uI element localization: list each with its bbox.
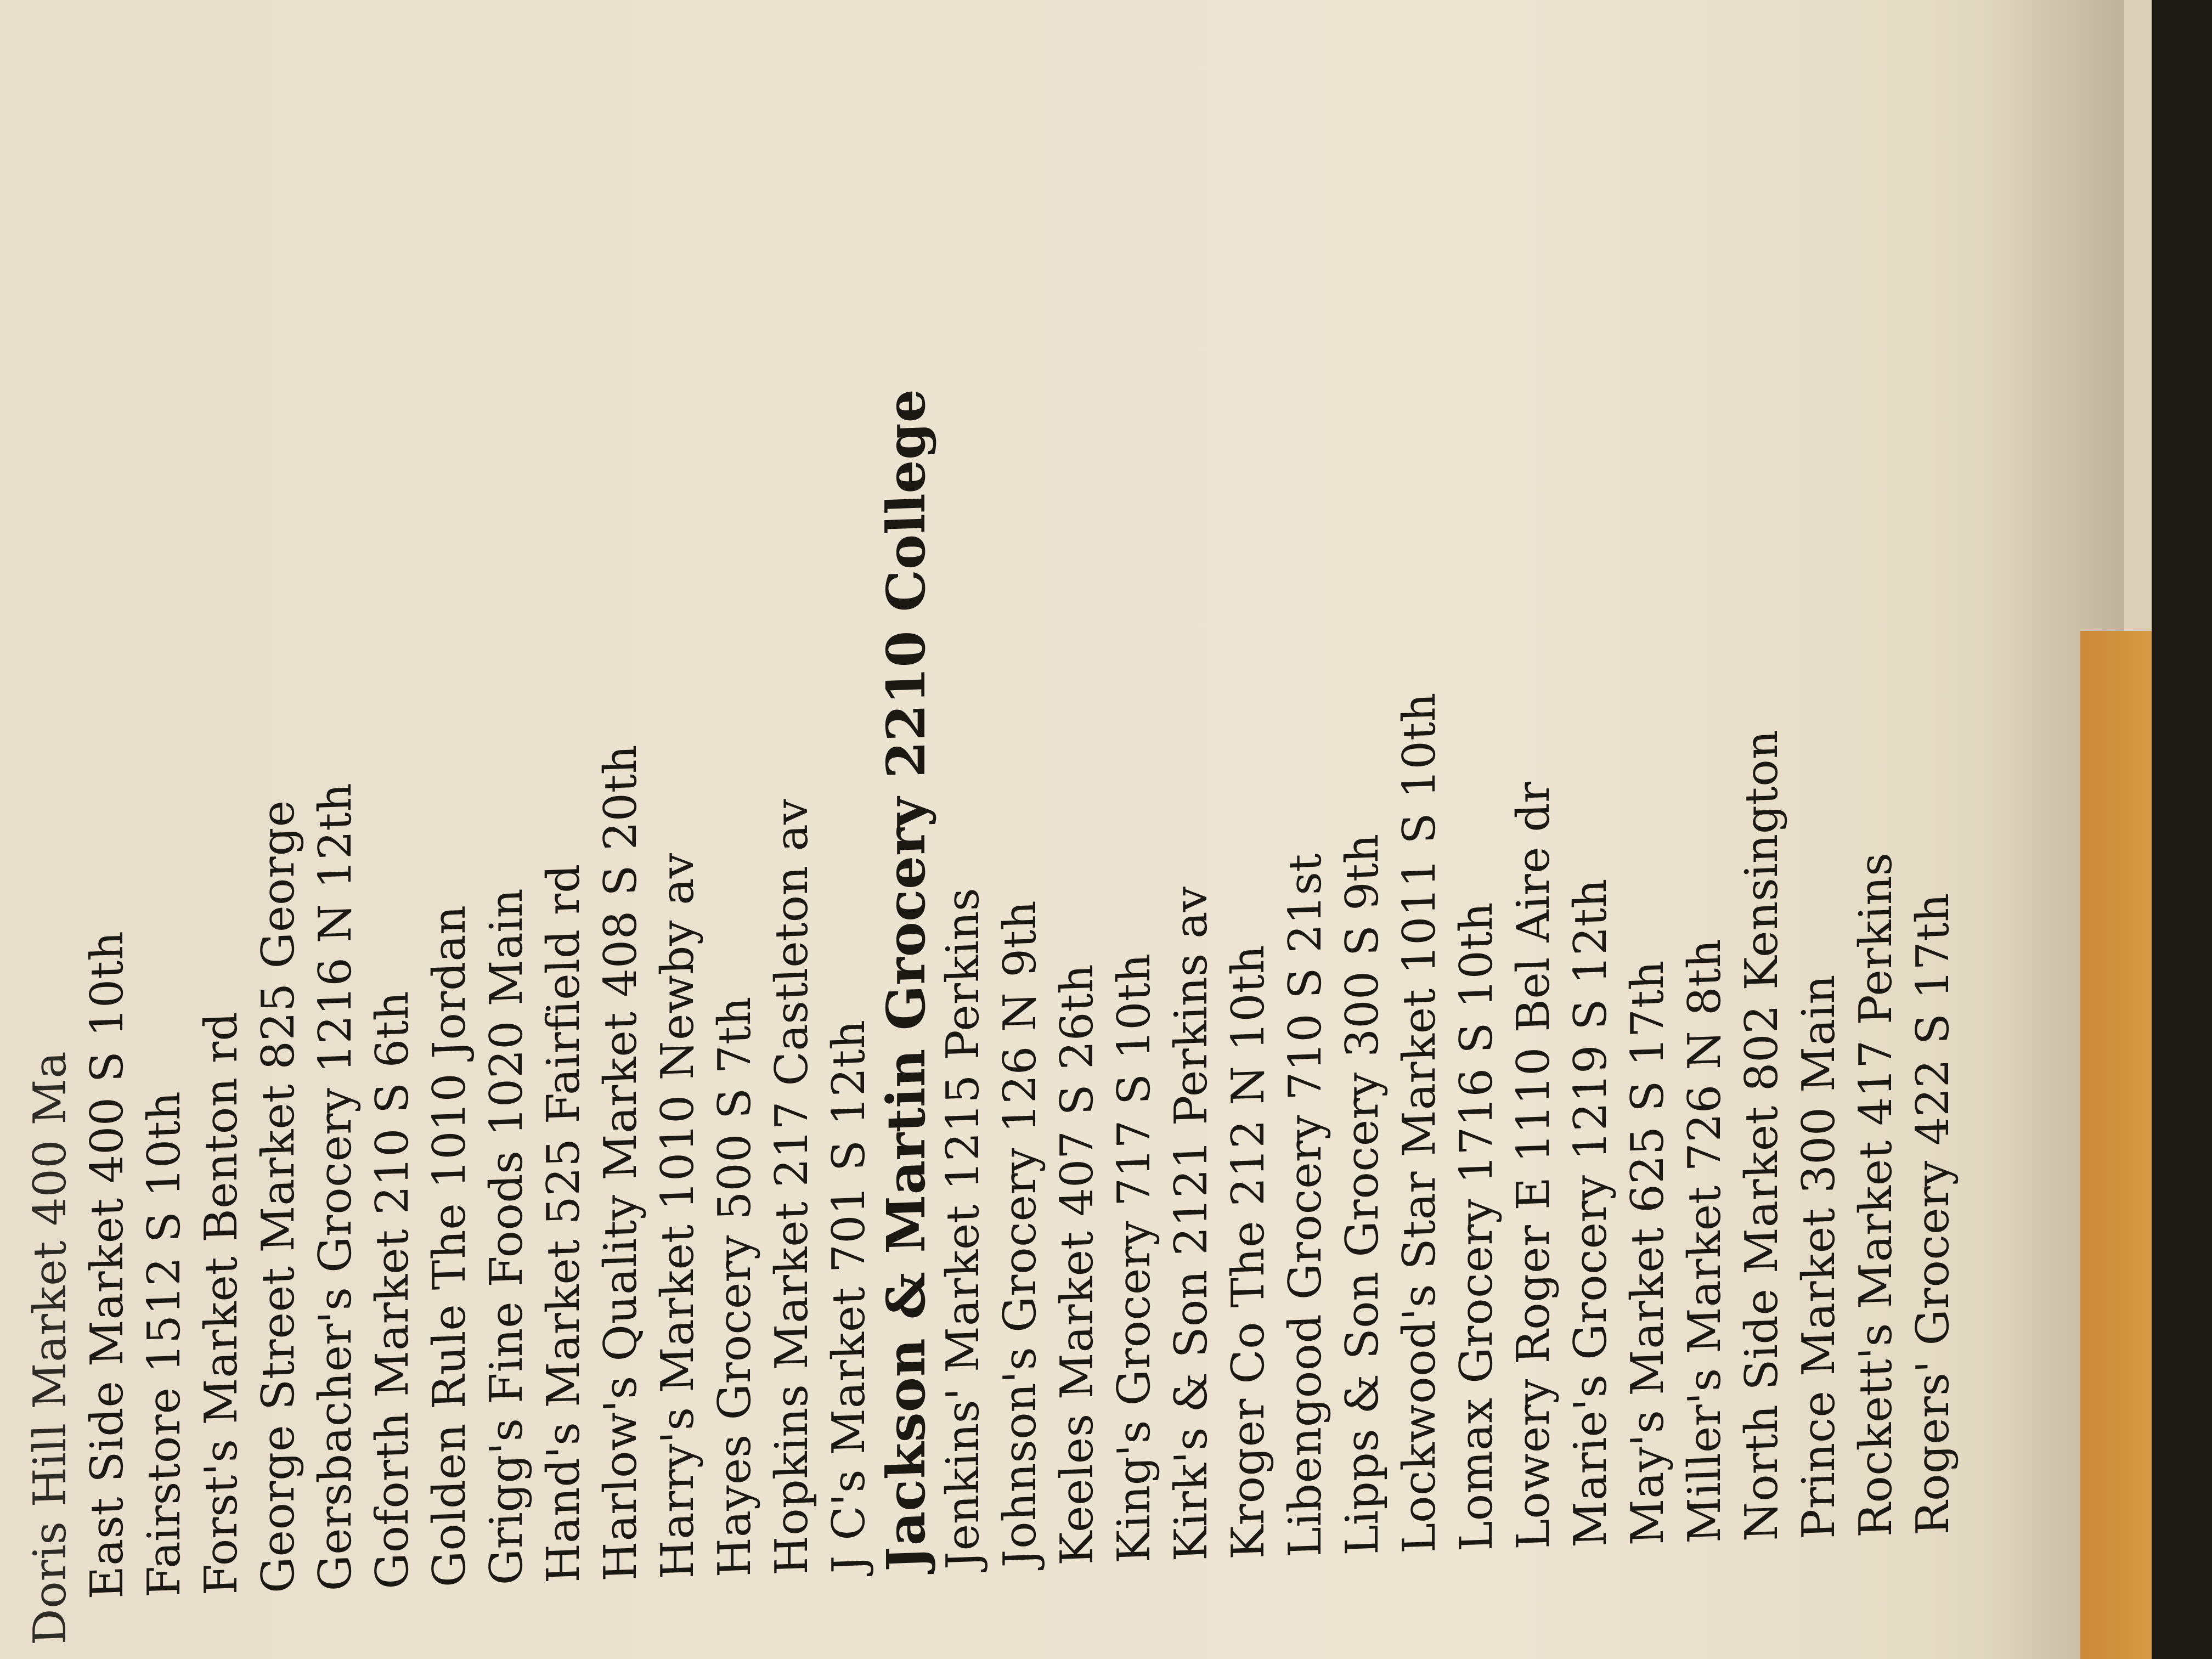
list-item: May's Market 625 S 17th: [1622, 960, 1674, 1547]
list-item: Fairstore 1512 S 10th: [138, 1090, 190, 1598]
list-item: Libengood Grocery 710 S 21st: [1279, 853, 1331, 1558]
list-item: Goforth Market 210 S 6th: [366, 990, 419, 1590]
grocery-listing: [22, 352, 1962, 1646]
list-item: Prince Market 300 Main: [1793, 974, 1845, 1541]
list-item: Miller's Market 726 N 8th: [1679, 938, 1731, 1544]
list-item: Hand's Market 525 Fairfield rd: [538, 863, 590, 1584]
list-item: Jenkins' Market 1215 Perkins: [937, 887, 989, 1570]
list-item: North Side Market 802 Kensington: [1736, 729, 1788, 1542]
list-item: Lomax Grocery 1716 S 10th: [1451, 901, 1503, 1553]
background-edge: [2152, 0, 2212, 1659]
list-item: Forst's Market Benton rd: [195, 1011, 247, 1596]
list-item: Kroger Co The 212 N 10th: [1222, 944, 1274, 1560]
list-item: King's Grocery 717 S 10th: [1108, 952, 1160, 1564]
list-item: Johnson's Grocery 126 N 9th: [994, 900, 1046, 1568]
list-item: Jackson & Martin Grocery 2210 College: [875, 388, 937, 1572]
list-item: Gersbacher's Grocery 1216 N 12th: [309, 782, 362, 1592]
list-item: Lockwood's Star Market 1011 S 10th: [1393, 692, 1446, 1554]
list-item: Hayes Grocery 500 S 7th: [709, 996, 761, 1578]
list-item: Marie's Grocery 1219 S 12th: [1565, 878, 1617, 1548]
list-item: Golden Rule The 1010 Jordan: [424, 904, 476, 1588]
list-item: Harlow's Quality Market 408 S 20th: [595, 744, 647, 1582]
list-item: George Street Market 825 George: [252, 799, 304, 1594]
list-item: Lipps & Son Grocery 300 S 9th: [1336, 833, 1389, 1556]
list-item: East Side Market 400 S 10th: [81, 930, 133, 1600]
list-item: Grigg's Fine Foods 1020 Main: [481, 887, 533, 1586]
list-item: Hopkins Market 217 Castleton av: [766, 797, 818, 1576]
list-item: Lowery Roger E 1110 Bel Aire dr: [1508, 780, 1560, 1550]
list-item: Kirk's & Son 2121 Perkins av: [1165, 885, 1217, 1562]
list-item: Harry's Market 1010 Newby av: [652, 851, 704, 1580]
list-item: Keeles Market 407 S 26th: [1051, 963, 1103, 1566]
list-item: Doris Hill Market 400 Ma: [24, 1050, 76, 1646]
list-item: Rockett's Market 417 Perkins: [1850, 851, 1902, 1538]
list-item: J C's Market 701 S 12th: [823, 1019, 875, 1575]
list-item: Rogers' Grocery 422 S 17th: [1907, 892, 1959, 1537]
